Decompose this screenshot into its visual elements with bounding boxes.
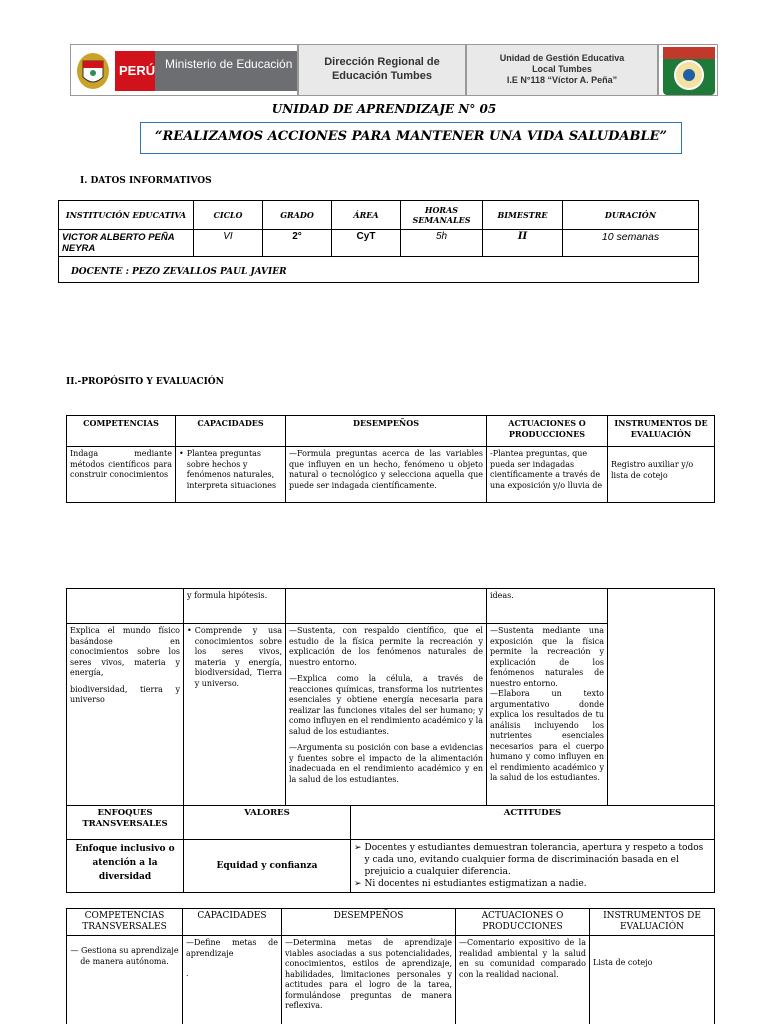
peru-shield-icon	[75, 49, 111, 91]
competencia-transversal-cell: — Gestiona su aprendizaje de manera autónoma.	[67, 936, 183, 1024]
cont-capacidad-cell: y formula hipótesis.	[184, 589, 286, 624]
ministerio-logo-block	[70, 44, 298, 96]
bullet-icon: •	[187, 626, 192, 635]
datos-value-row	[59, 230, 699, 257]
capacidad-explica-cell	[184, 624, 286, 806]
bullet-icon: •	[179, 449, 184, 458]
proposito-row	[67, 447, 715, 503]
bimestre-value: II	[483, 230, 563, 257]
proposito-table	[66, 415, 715, 503]
header-competencias: COMPETENCIAS	[67, 416, 176, 447]
desempeno-explica-cell	[286, 624, 487, 806]
capacidad-cell	[176, 447, 286, 503]
unit-title: UNIDAD DE APRENDIZAJE N° 05	[271, 102, 497, 116]
actuacion-text-2: —Elabora un texto argumentativo donde explica los resultados de tu análisis incluyendo los nutrientes esenciales necesarios para el cuerpo humano y como influyen en el rendimiento académico y la salud de los estudiantes.	[490, 689, 604, 782]
ministerio-label: Ministerio de Educación	[155, 51, 298, 91]
datos-header-cell: CICLO	[194, 201, 263, 230]
peru-label: PERÚ	[119, 63, 156, 78]
school-logo-block	[658, 44, 718, 96]
header-actuaciones: ACTUACIONES O PRODUCCIONES	[487, 416, 608, 447]
instrumento-transversal-cell: Lista de cotejo	[590, 936, 715, 1024]
proposito-heading: II.-PROPÓSITO Y EVALUACIÓN	[66, 377, 224, 387]
header-instrumentos: INSTRUMENTOS DE EVALUACIÓN	[590, 909, 715, 936]
header-valores: VALORES	[184, 806, 351, 840]
header-capacidades: CAPACIDADES	[183, 909, 282, 936]
header-actuaciones: ACTUACIONES O PRODUCCIONES	[456, 909, 590, 936]
datos-table	[58, 200, 699, 283]
transversales-table	[66, 908, 715, 1024]
header-enfoques: ENFOQUES TRANSVERSALES	[67, 806, 184, 840]
competencia-explica-cell	[67, 624, 184, 806]
transversales-row	[67, 936, 715, 1024]
datos-heading: I. DATOS INFORMATIVOS	[80, 176, 212, 186]
transversales-header-row	[67, 909, 715, 936]
actuacion-transversal-cell: —Comentario expositivo de la realidad ambiental y la salud en su comunidad comparado con la realidad nacional.	[456, 936, 590, 1024]
proposito-table-continued	[66, 588, 715, 806]
capacidad-text: Comprende y usa conocimientos sobre los seres vivos, materia y energía, biodiversidad, Tierra y universo.	[194, 626, 282, 688]
arrow-bullet-icon: ➢	[354, 843, 362, 853]
ie-label: I.E N°118 “Víctor A. Peña”	[506, 75, 618, 85]
header-actitudes: ACTITUDES	[351, 806, 715, 840]
desempeno-text-2: —Explica como la célula, a través de reacciones químicas, transforma los nutrientes esenciales y obtiene energía necesaria para realizar las funciones vitales del ser humano; y como influyen en el rendimiento académico y la salud de los estudiantes.	[289, 674, 483, 736]
direccion-regional-block	[298, 44, 466, 96]
datos-header-cell: INSTITUCIÓN EDUCATIVA	[59, 201, 194, 230]
datos-header-cell: DURACIÓN	[563, 201, 699, 230]
actitud-text-1: Docentes y estudiantes demuestran tolerancia, apertura y respeto a todos y cada uno, evitando cualquier forma de discriminación basada en el prejuicio a cualquier diferencia.	[364, 843, 704, 877]
empty-cell	[67, 589, 184, 624]
actuacion-text-1: —Sustenta mediante una exposición que la física permite la recreación y explicación de los fenómenos naturales de nuestro entorno.	[490, 626, 604, 688]
ciclo-value: VI	[194, 230, 263, 257]
header-desempenos: DESEMPEÑOS	[282, 909, 456, 936]
capacidad-text: Plantea preguntas sobre hechos y fenómenos naturales, interpreta situaciones	[186, 449, 277, 490]
valor-cell: Equidad y confianza	[184, 840, 351, 893]
header-competencias-transversales: COMPETENCIAS TRANSVERSALES	[67, 909, 183, 936]
desempeno-cell: —Formula preguntas acerca de las variables que influyen en un hecho, fenómeno u objeto natural o tecnológico y selecciona aquella que puede ser indagada científicamente.	[286, 447, 487, 503]
instrumento-cell: Registro auxiliar y/o lista de cotejo	[608, 447, 715, 503]
duracion-value: 10 semanas	[563, 230, 699, 257]
datos-header-cell: GRADO	[263, 201, 332, 230]
empty-cell	[286, 589, 487, 624]
empty-instrument-cell	[608, 589, 715, 806]
header-instrumentos: INSTRUMENTOS DE EVALUACIÓN	[608, 416, 715, 447]
datos-header-cell: BIMESTRE	[483, 201, 563, 230]
docente-row	[59, 257, 699, 283]
school-crest-icon	[659, 45, 718, 96]
horas-value: 5h	[401, 230, 483, 257]
desempeno-transversal-cell: —Determina metas de aprendizaje viables asociadas a sus potencialidades, conocimientos, estilos de aprendizaje, habilidades, limitaciones personales y actitudes para el logro de la tarea, formulándose preguntas de manera reflexiva.	[282, 936, 456, 1024]
ugel-block	[466, 44, 658, 96]
arrow-bullet-icon: ➢	[354, 879, 362, 889]
actuacion-cell: -Plantea preguntas, que pueda ser indagadas científicamente a través de una exposición y/o lluvia de	[487, 447, 608, 503]
desempeno-text-1: —Sustenta, con respaldo científico, que el estudio de la física permite la recreación y explicación de los fenómenos naturales de nuestro entorno.	[289, 626, 483, 667]
proposito-header-row	[67, 416, 715, 447]
actuacion-explica-cell	[487, 624, 608, 806]
grado-value: 2°	[263, 230, 332, 257]
enfoques-row	[67, 840, 715, 893]
actitudes-cell	[351, 840, 715, 893]
competencia-cell: Indaga mediante métodos científicos para construir conocimientos	[67, 447, 176, 503]
header-desempenos: DESEMPEÑOS	[286, 416, 487, 447]
capacidad-text: —Define metas de aprendizaje	[186, 938, 278, 958]
area-value: CyT	[332, 230, 401, 257]
enfoque-cell: Enfoque inclusivo o atención a la diversidad	[67, 840, 184, 893]
capacidad-transversal-cell	[183, 936, 282, 1024]
enfoques-header-row	[67, 806, 715, 840]
institucion-value: VICTOR ALBERTO PEÑA NEYRA	[59, 230, 194, 257]
datos-header-cell: HORAS SEMANALES	[401, 201, 483, 230]
cont-actuacion-cell: ideas.	[487, 589, 608, 624]
ugel-label: Unidad de Gestión Educativa Local Tumbes	[499, 53, 625, 74]
datos-header-row	[59, 201, 699, 230]
direccion-label: Dirección Regional de Educación Tumbes	[324, 56, 440, 82]
desempeno-text-3: —Argumenta su posición con base a evidencias y fuentes sobre el impacto de la alimentación inadecuada en el rendimiento académico y en la salud de los estudiantes.	[289, 743, 483, 784]
continuation-row	[67, 589, 715, 624]
datos-header-cell: ÁREA	[332, 201, 401, 230]
capacidad-dot: .	[186, 969, 189, 978]
competencia-text: Explica el mundo físico basándose en conocimientos sobre los seres vivos, materia y energía,	[70, 626, 180, 677]
docente-value: DOCENTE : PEZO ZEVALLOS PAUL JAVIER	[59, 257, 699, 283]
header-capacidades: CAPACIDADES	[176, 416, 286, 447]
actitud-text-2: Ni docentes ni estudiantes estigmatizan a nadie.	[364, 879, 587, 889]
unit-name: “REALIZAMOS ACCIONES PARA MANTENER UNA VIDA SALUDABLE”	[140, 122, 682, 154]
competencia-text-2: biodiversidad, tierra y universo	[70, 684, 180, 704]
peru-flag-block	[115, 51, 155, 91]
enfoques-table	[66, 805, 715, 893]
